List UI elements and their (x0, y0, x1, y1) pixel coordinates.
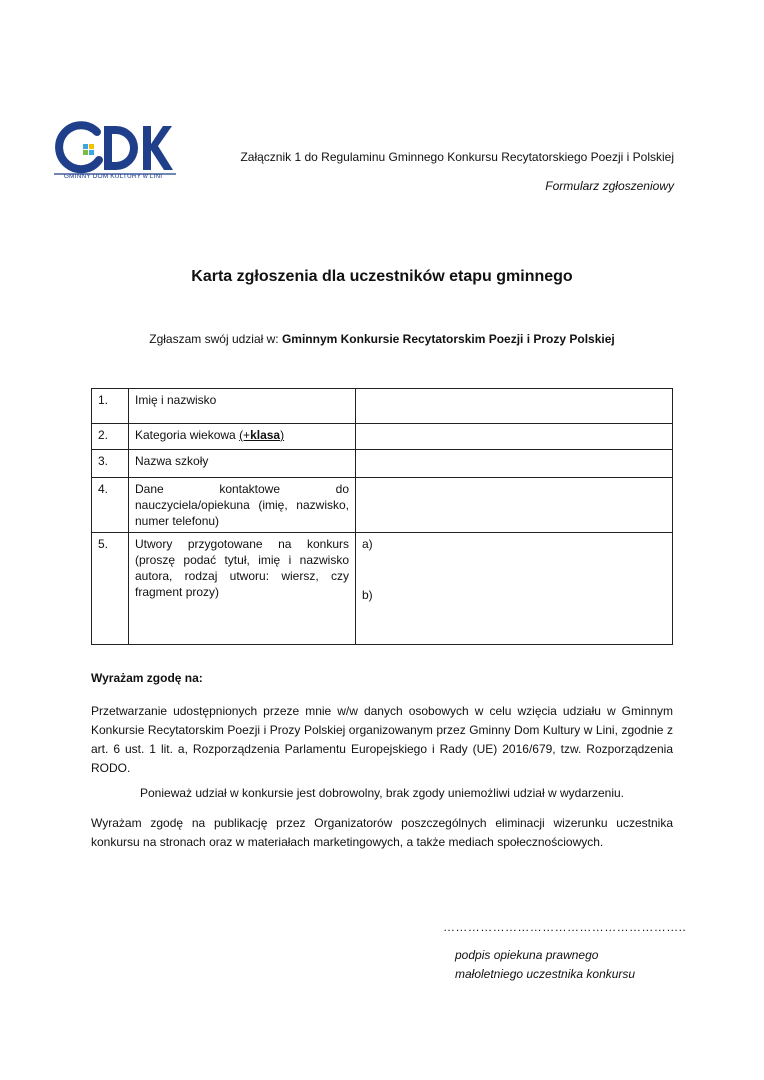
row-label: Nazwa szkoły (129, 450, 356, 478)
table-row (92, 533, 673, 645)
row-label: Dane kontaktowe do nauczyciela/opiekuna (imię, nazwisko, numer telefonu) (129, 478, 356, 533)
logo-caption: GMINNY DOM KULTURY w LINI (63, 173, 163, 180)
signature-line: ………………………………………………….. (443, 920, 687, 934)
answer-field[interactable] (356, 533, 673, 645)
row-label-text: Kategoria wiekowa (135, 428, 240, 442)
row-label: Utwory przygotowane na konkurs (proszę podać tytuł, imię i nazwisko autora, rodzaj utworu: wiersz, czy fragment prozy) (129, 533, 356, 645)
answer-field[interactable] (356, 478, 673, 533)
table-row (92, 389, 673, 424)
consent-paragraph-voluntary: Ponieważ udział w konkursie jest dobrowolny, brak zgody uniemożliwi udział w wydarzeniu. (140, 786, 625, 800)
row-label: Imię i nazwisko (129, 389, 356, 424)
row-number: 2. (92, 424, 129, 450)
application-line (0, 332, 764, 346)
row-number: 4. (92, 478, 129, 533)
form-type-label: Formularz zgłoszeniowy (545, 179, 674, 193)
class-note (239, 428, 284, 442)
application-prefix: Zgłaszam swój udział w: (149, 332, 282, 346)
answer-b-label: b) (362, 588, 373, 602)
class-note-open: (+ (239, 428, 251, 442)
answer-a-label: a) (362, 537, 373, 551)
answer-field[interactable] (356, 389, 673, 424)
row-number: 5. (92, 533, 129, 645)
answer-field[interactable] (356, 424, 673, 450)
page-title: Karta zgłoszenia dla uczestników etapu gminnego (191, 268, 573, 285)
class-note-close: ) (280, 428, 285, 442)
annex-heading: Załącznik 1 do Regulaminu Gminnego Konkursu Recytatorskiego Poezji i Polskiej (240, 150, 674, 164)
table-row (92, 478, 673, 533)
row-label (129, 424, 356, 450)
table-row (92, 450, 673, 478)
signature-caption-1: podpis opiekuna prawnego (455, 948, 599, 962)
consent-paragraph-data: Przetwarzanie udostępnionych przeze mnie w/w danych osobowych w celu wzięcia udziału w Gminnym Konkursie Recytatorskim Poezji i Prozy Polskiej organizowanym przez Gminny Dom Kultury w Lini, zgodnie z art. 6 ust. 1 lit. a, Rozporządzenia Parlamentu Europejskiego i Rady (UE) 2016/679, tzw. Rozporządzenia RODO. (91, 704, 673, 775)
row-number: 1. (92, 389, 129, 424)
contest-name: Gminnym Konkursie Recytatorskim Poezji i Prozy Polskiej (281, 332, 615, 346)
consent-paragraph-image: Wyrażam zgodę na publikację przez Organizatorów poszczególnych eliminacji wizerunku uczestnika konkursu na stronach oraz w materiałach marketingowych, a także mediach społecznościowych. (91, 816, 673, 849)
signature-caption-2: małoletniego uczestnika konkursu (455, 967, 636, 981)
application-table (91, 388, 673, 645)
class-note-bold: klasa (250, 428, 281, 442)
row-number: 3. (92, 450, 129, 478)
consent-heading: Wyrażam zgodę na: (91, 671, 203, 685)
answer-field[interactable] (356, 450, 673, 478)
table-row (92, 424, 673, 450)
